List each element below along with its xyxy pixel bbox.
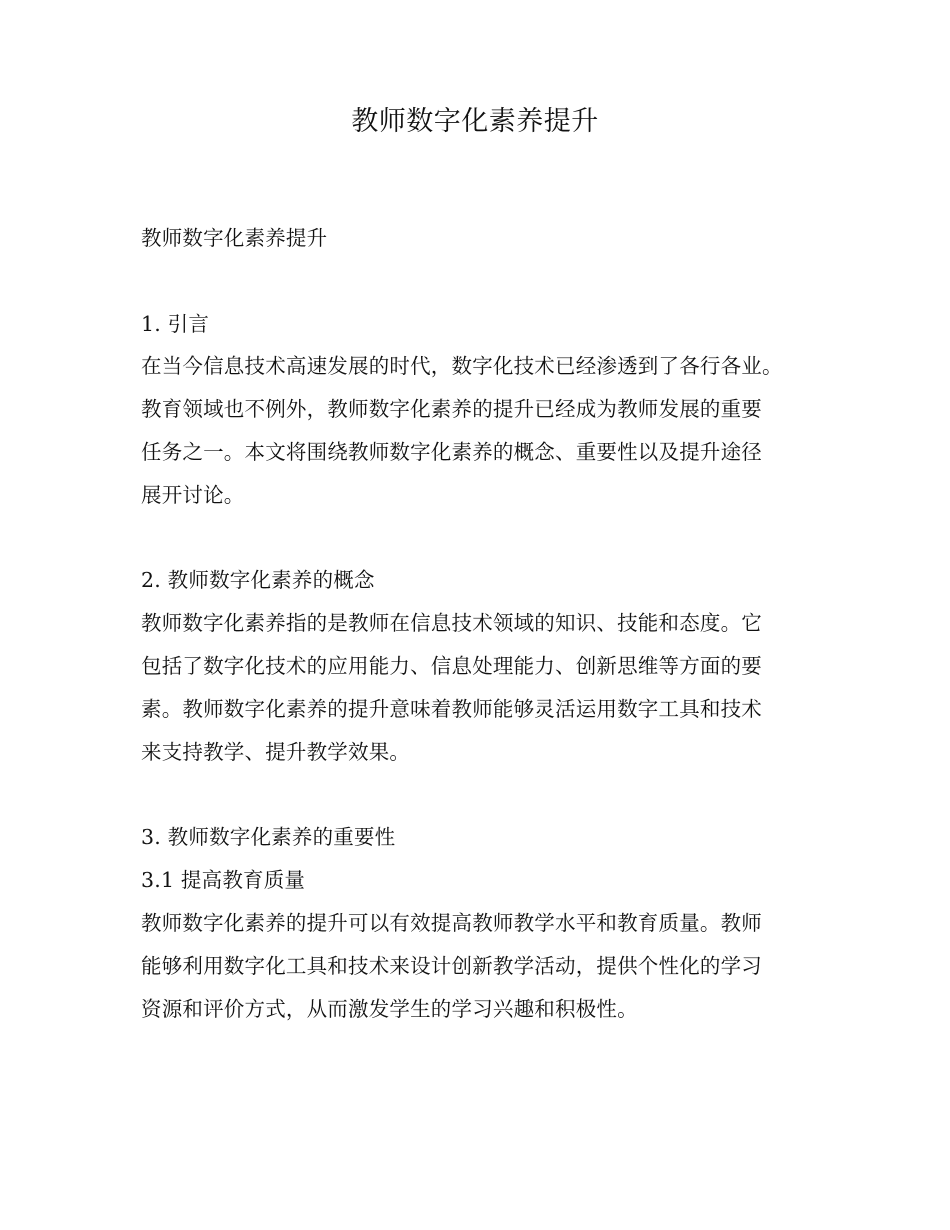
paragraph-line: 教师数字化素养的提升可以有效提高教师教学水平和教育质量。教师 — [141, 911, 762, 935]
paragraph-line: 素。教师数字化素养的提升意味着教师能够灵活运用数字工具和技术 — [141, 697, 762, 721]
paragraph-line: 展开讨论。 — [141, 483, 245, 507]
paragraph-line: 在当今信息技术高速发展的时代，数字化技术已经渗透到了各行各业。 — [141, 354, 783, 378]
paragraph-line: 教育领域也不例外，教师数字化素养的提升已经成为教师发展的重要 — [141, 397, 762, 421]
paragraph-line: 能够利用数字化工具和技术来设计创新教学活动，提供个性化的学习 — [141, 954, 762, 978]
document-title: 教师数字化素养提升 — [351, 106, 599, 137]
section-heading-introduction: 1. 引言 — [141, 312, 210, 336]
paragraph-line: 资源和评价方式，从而激发学生的学习兴趣和积极性。 — [141, 997, 638, 1021]
section-heading-concept: 2. 教师数字化素养的概念 — [141, 568, 375, 592]
document-subtitle: 教师数字化素养提升 — [141, 226, 328, 250]
paragraph-line: 来支持教学、提升教学效果。 — [141, 740, 411, 764]
paragraph-line: 包括了数字化技术的应用能力、信息处理能力、创新思维等方面的要 — [141, 654, 762, 678]
paragraph-line: 教师数字化素养指的是教师在信息技术领域的知识、技能和态度。它 — [141, 611, 762, 635]
subsection-heading-quality: 3.1 提高教育质量 — [141, 868, 306, 892]
paragraph-line: 任务之一。本文将围绕教师数字化素养的概念、重要性以及提升途径 — [141, 440, 762, 464]
section-heading-importance: 3. 教师数字化素养的重要性 — [141, 825, 396, 849]
